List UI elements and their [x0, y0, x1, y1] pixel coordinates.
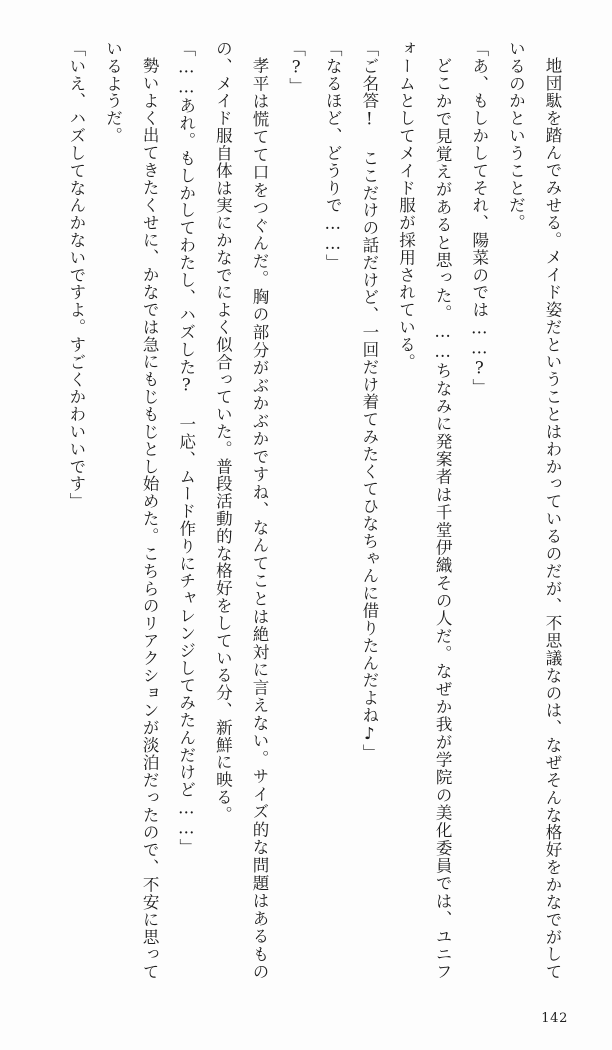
page-number: 142 — [541, 1011, 568, 1026]
paragraph: 「なるほど、どうりで……」 — [323, 40, 343, 272]
paragraph: 地団駄を踏んでみせる。メイド姿だということはわかっているのだが、不思議なのは、なぜそんな格好をかなでがしているのかということだ。 — [506, 40, 562, 980]
paragraph: 「ご名答! ここだけの話だけど、一回だけ着てみたくてひなちゃんに借りたんだよね♪」 — [359, 40, 379, 762]
paragraph: 勢いよく出てきたくせに、かなでは急にもじもじとし始めた。こちらのリアクションが淡泊だったので、不安に思っているようだ。 — [103, 40, 160, 980]
paragraph: どこかで見覚えがあると思った。……ちなみに発案者は千堂伊織その人だ。なぜか我が学院の美化委員では、ユニフォームとしてメイド服が採用されている。 — [396, 40, 453, 980]
paragraph: 「あ、もしかしてそれ、陽菜のでは……?」 — [469, 40, 489, 396]
paragraph: 「いえ、ハズしてなんかないですよ。すごくかわいいです」 — [66, 40, 86, 511]
paragraph: 「?」 — [286, 40, 306, 95]
paragraph: 孝平は慌てて口をつぐんだ。胸の部分がぶかぶかですね、なんてことは絶対に言えない。サイズ的な問題はあるものの、メイド服自体は実にかなでによく似合っていた。普段活動的な格好をしている分、新鮮に映る。 — [213, 40, 269, 980]
paragraph: 「……あれ。もしかしてわたし、ハズした? 一応、ムード作りにチャレンジしてみたんだけど……」 — [176, 40, 196, 856]
page-body-text — [66, 40, 570, 980]
